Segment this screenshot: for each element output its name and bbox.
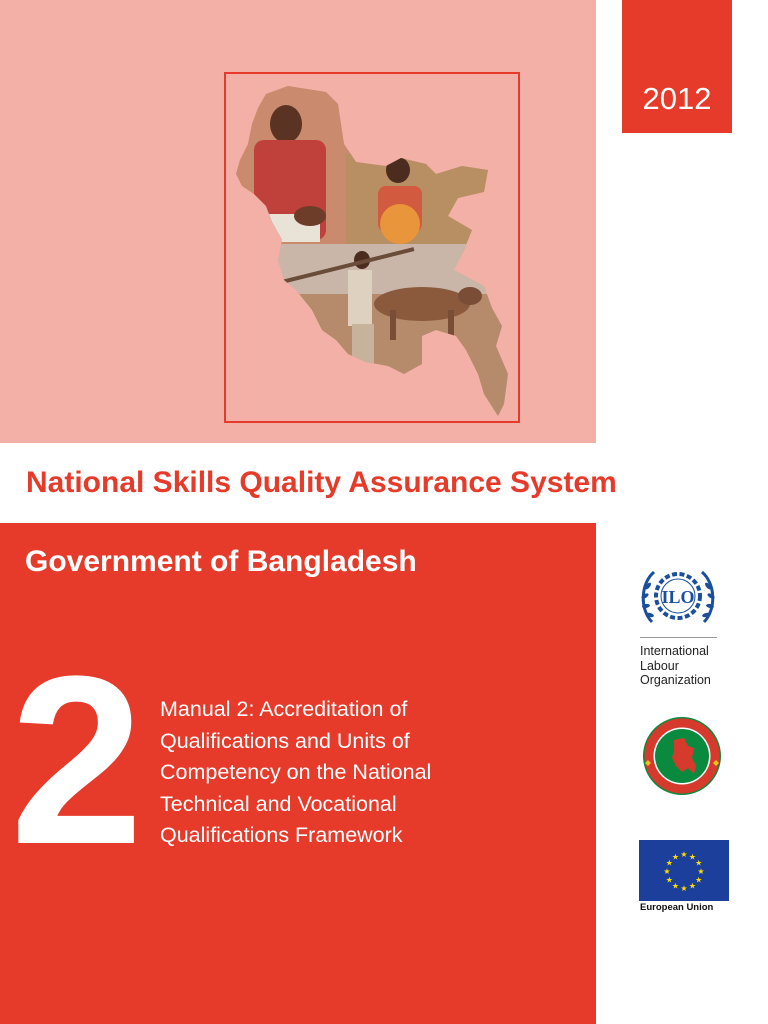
manual-title xyxy=(160,694,520,852)
government-title: Government of Bangladesh xyxy=(25,545,417,578)
map-photo-frame xyxy=(224,72,520,423)
svg-text:★: ★ xyxy=(695,875,703,885)
year-label: 2012 xyxy=(642,81,712,116)
ilo-name-line: Labour xyxy=(640,658,679,673)
eu-stars-icon xyxy=(639,840,729,901)
svg-text:★: ★ xyxy=(688,852,697,862)
manual-number: 2 xyxy=(10,626,140,894)
svg-text:★: ★ xyxy=(688,881,697,891)
svg-text:★: ★ xyxy=(697,867,705,876)
bangladesh-map-photo-collage xyxy=(226,74,518,421)
ilo-divider xyxy=(640,637,717,638)
svg-text:★: ★ xyxy=(663,867,671,876)
year-badge xyxy=(622,0,732,133)
manual-title-line: Manual 2: Accreditation of xyxy=(160,697,408,721)
svg-text:★: ★ xyxy=(665,875,673,885)
svg-text:★: ★ xyxy=(671,881,680,891)
ilo-name xyxy=(640,644,711,688)
system-title: National Skills Quality Assurance System xyxy=(26,466,617,499)
manual-title-line: Qualifications and Units of xyxy=(160,728,410,753)
svg-text:★: ★ xyxy=(665,858,673,868)
svg-text:★: ★ xyxy=(695,858,703,868)
svg-text:ILO: ILO xyxy=(661,587,695,607)
eu-flag-icon xyxy=(639,840,729,901)
manual-title-line: Qualifications Framework xyxy=(160,823,403,847)
manual-title-line: Technical and Vocational xyxy=(160,791,397,816)
svg-text:★: ★ xyxy=(671,852,680,862)
ilo-name-line: International xyxy=(640,644,709,658)
bangladesh-government-seal-icon xyxy=(638,716,726,796)
svg-text:★: ★ xyxy=(680,850,688,859)
eu-label: European Union xyxy=(640,902,714,913)
svg-text:★: ★ xyxy=(680,884,688,893)
manual-title-line: Competency on the National xyxy=(160,760,432,784)
ilo-name-line: Organization xyxy=(640,673,711,687)
ilo-logo-icon xyxy=(638,564,718,630)
